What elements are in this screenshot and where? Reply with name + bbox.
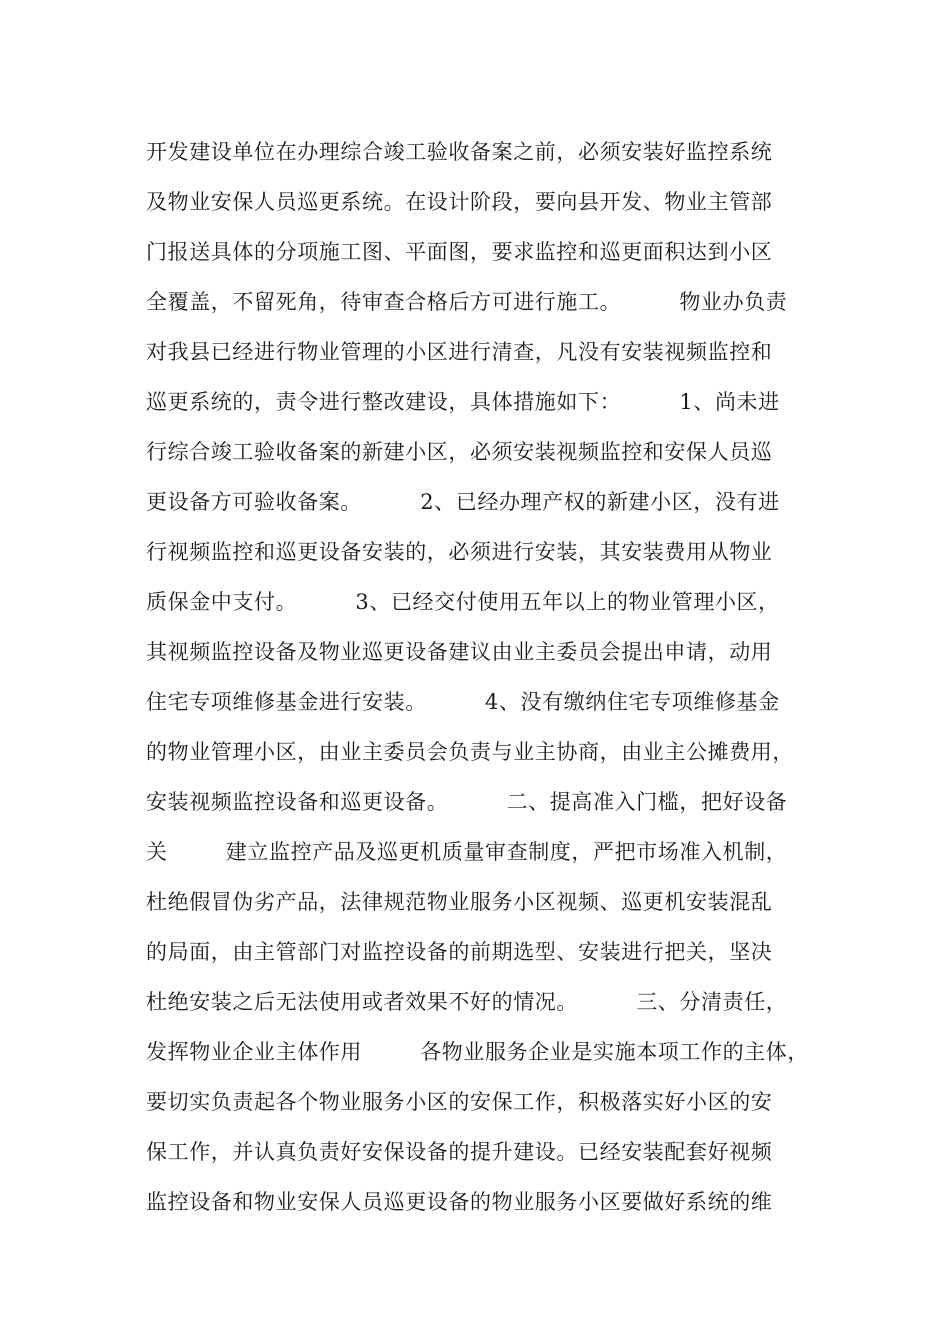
text-line: 质保金中支付。 3、已经交付使用五年以上的物业管理小区， — [146, 590, 780, 614]
text-line: 住宅专项维修基金进行安装。 4、没有缴纳住宅专项维修基金 — [146, 690, 780, 714]
text-line: 安装视频监控设备和巡更设备。 二、提高准入门槛，把好设备 — [146, 790, 788, 814]
text-line: 及物业安保人员巡更系统。在设计阶段，要向县开发、物业主管部 — [146, 190, 773, 214]
text-line: 的物业管理小区，由业主委员会负责与业主协商，由业主公摊费用， — [146, 740, 794, 764]
body-text — [146, 127, 826, 1227]
text-line: 巡更系统的，责令进行整改建设，具体措施如下： 1、尚未进 — [146, 390, 780, 414]
text-line: 保工作，并认真负责好安保设备的提升建设。已经安装配套好视频 — [146, 1140, 773, 1164]
text-line: 其视频监控设备及物业巡更设备建议由业主委员会提出申请，动用 — [146, 640, 773, 664]
text-line: 杜绝假冒伪劣产品，法律规范物业服务小区视频、巡更机安装混乱 — [146, 890, 773, 914]
text-line: 对我县已经进行物业管理的小区进行清查，凡没有安装视频监控和 — [146, 340, 773, 364]
text-line: 门报送具体的分项施工图、平面图，要求监控和巡更面积达到小区 — [146, 240, 773, 264]
text-line: 要切实负责起各个物业服务小区的安保工作，积极落实好小区的安 — [146, 1090, 773, 1114]
text-line: 的局面，由主管部门对监控设备的前期选型、安装进行把关，坚决 — [146, 940, 773, 964]
text-line: 行视频监控和巡更设备安装的，必须进行安装，其安装费用从物业 — [146, 540, 773, 564]
text-line: 关 建立监控产品及巡更机质量审查制度，严把市场准入机制， — [146, 840, 788, 864]
text-line: 行综合竣工验收备案的新建小区，必须安装视频监控和安保人员巡 — [146, 440, 773, 464]
text-line: 更设备方可验收备案。 2、已经办理产权的新建小区，没有进 — [146, 490, 780, 514]
text-line: 发挥物业企业主体作用 各物业服务企业是实施本项工作的主体， — [146, 1040, 809, 1064]
text-line: 开发建设单位在办理综合竣工验收备案之前，必须安装好监控系统 — [146, 140, 773, 164]
text-line: 监控设备和物业安保人员巡更设备的物业服务小区要做好系统的维 — [146, 1190, 773, 1214]
text-line: 杜绝安装之后无法使用或者效果不好的情况。 三、分清责任， — [146, 990, 788, 1014]
text-line: 全覆盖，不留死角，待审查合格后方可进行施工。 物业办负责 — [146, 290, 788, 314]
